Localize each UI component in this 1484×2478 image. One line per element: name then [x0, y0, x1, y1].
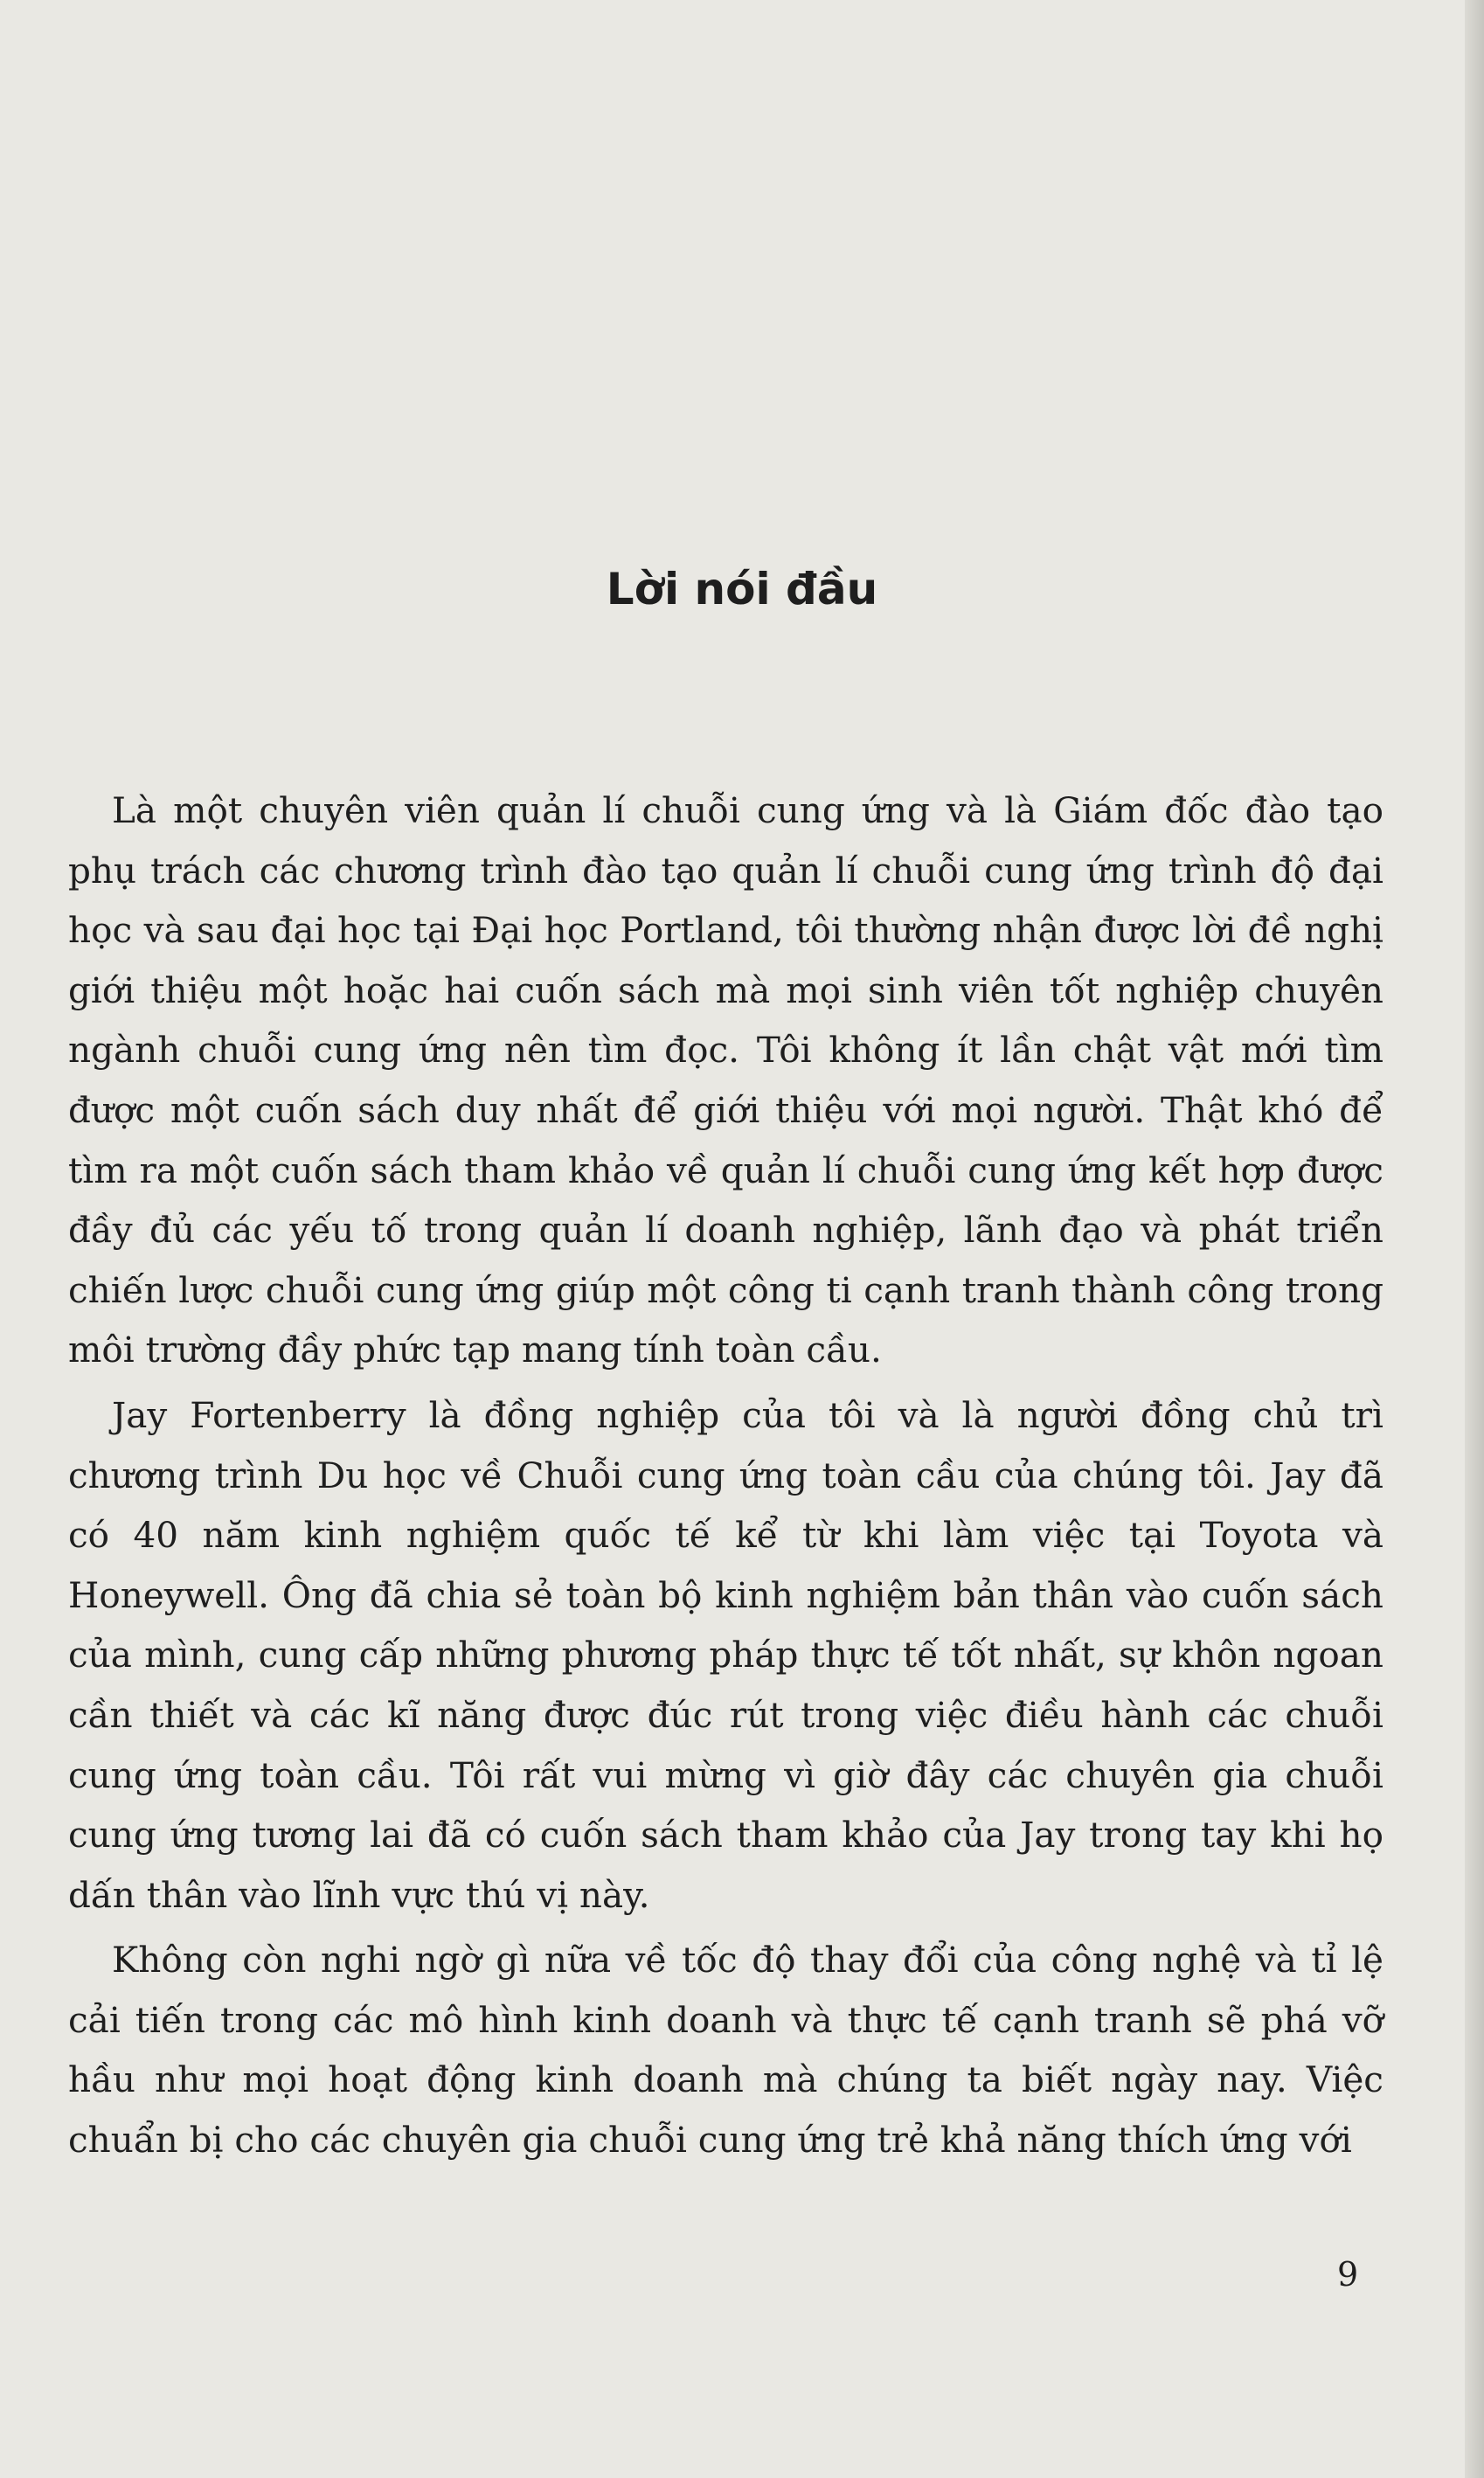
page-title: Lời nói đầu	[606, 564, 878, 614]
page-number: 9	[1337, 2255, 1359, 2294]
paragraph-1: Là một chuyên viên quản lí chuỗi cung ứng và là Giám đốc đào tạo phụ trách các chương trình đào tạo quản lí chuỗi cung ứng trình độ đại học và sau đại học tại Đại học Portland, tôi thường nhận được lời đề nghị giới thiệu một hoặc hai cuốn sách mà mọi sinh viên tốt nghiệp chuyên ngành chuỗi cung ứng nên tìm đọc. Tôi không ít lần chật vật mới tìm được một cuốn sách duy nhất để giới thiệu với mọi người. Thật khó để tìm ra một cuốn sách tham khảo về quản lí chuỗi cung ứng kết hợp được đầy đủ các yếu tố trong quản lí doanh nghiệp, lãnh đạo và phát triển chiến lược chuỗi cung ứng giúp một công ti cạnh tranh thành công trong môi trường đầy phức tạp mang tính toàn cầu.	[68, 789, 1383, 1371]
paragraph-3: Không còn nghi ngờ gì nữa về tốc độ thay đổi của công nghệ và tỉ lệ cải tiến trong các mô hình kinh doanh và thực tế cạnh tranh sẽ phá vỡ hầu như mọi hoạt động kinh doanh mà chúng ta biết ngày nay. Việc chuẩn bị cho các chuyên gia chuỗi cung ứng trẻ khả năng thích ứng với	[68, 1939, 1383, 2162]
paragraph-2: Jay Fortenberry là đồng nghiệp của tôi và là người đồng chủ trì chương trình Du học về Chuỗi cung ứng toàn cầu của chúng tôi. Jay đã có 40 năm kinh nghiệm quốc tế kể từ khi làm việc tại Toyota và Honeywell. Ông đã chia sẻ toàn bộ kinh nghiệm bản thân vào cuốn sách của mình, cung cấp những phương pháp thực tế tốt nhất, sự khôn ngoan cần thiết và các kĩ năng được đúc rút trong việc điều hành các chuỗi cung ứng toàn cầu. Tôi rất vui mừng vì giờ đây các chuyên gia chuỗi cung ứng tương lai đã có cuốn sách tham khảo của Jay trong tay khi họ dấn thân vào lĩnh vực thú vị này.	[68, 1393, 1383, 1916]
body-text	[68, 781, 1383, 2176]
page-edge-shadow	[1465, 0, 1484, 2478]
